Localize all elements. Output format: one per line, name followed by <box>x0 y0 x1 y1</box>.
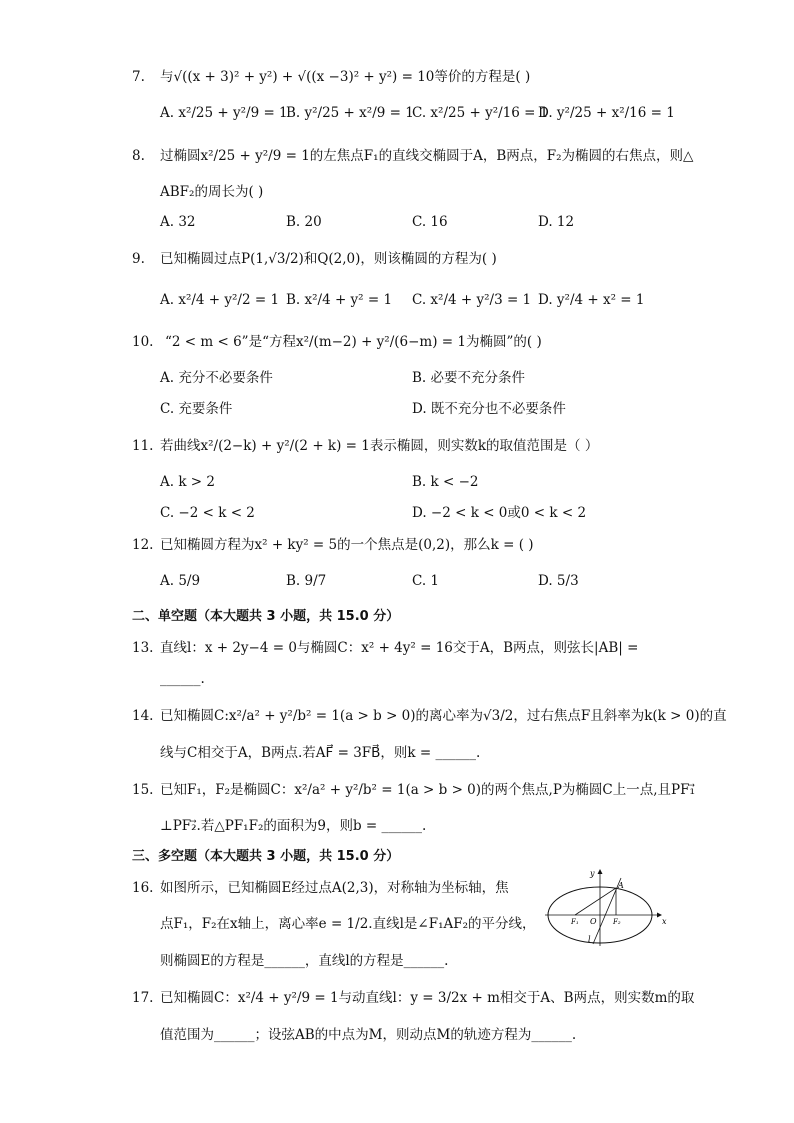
q10-number: 10. <box>132 334 154 350</box>
q14-line2: 线与C相交于A，B两点.若AF⃗ = 3FB⃗，则k = ______. <box>160 745 481 761</box>
q16-line3: 则椭圆E的方程是______，直线l的方程是______. <box>160 953 449 969</box>
q14-line1: 已知椭圆C:x²/a² + y²/b² = 1(a > b > 0)的离心率为√3/2，过右焦点F且斜率为k(k > 0)的直 <box>160 708 727 724</box>
q8-number: 8. <box>132 148 145 164</box>
q16-line2: 点F₁，F₂在x轴上，离心率e = 1/2.直线l是∠F₁AF₂的平分线， <box>160 916 536 932</box>
q15-line2: ⊥PF₂⃗.若△PF₁F₂的面积为9，则b = ______. <box>160 818 427 834</box>
q10-option-c: C. 充要条件 <box>160 401 233 417</box>
q9-option-a: A. x²/4 + y²/2 = 1 <box>160 292 280 308</box>
q9-number: 9. <box>132 251 145 267</box>
q16-number: 16. <box>132 880 154 896</box>
q8-option-a: A. 32 <box>160 214 196 230</box>
focus-f2-label: F₂ <box>613 918 621 926</box>
q7-option-c: C. x²/25 + y²/16 = 1 <box>412 105 549 121</box>
q7-option-d: D. y²/25 + x²/16 = 1 <box>538 105 675 121</box>
q10-option-d: D. 既不充分也不必要条件 <box>412 401 566 417</box>
section-3-heading: 三、多空题（本大题共 3 小题，共 15.0 分） <box>132 849 400 864</box>
q9-option-c: C. x²/4 + y²/3 = 1 <box>412 292 532 308</box>
q13-line1: 直线l：x + 2y−4 = 0与椭圆C：x² + 4y² = 16交于A，B两点，则弦长|AB| = <box>160 640 639 656</box>
line-l-label: l <box>588 935 591 944</box>
q17-line2: 值范围为______；设弦AB的中点为M，则动点M的轨迹方程为______. <box>160 1027 577 1043</box>
q12-stem: 已知椭圆方程为x² + ky² = 5的一个焦点是(0,2)，那么k = ( ) <box>160 537 534 553</box>
focus-f1-label: F₁ <box>571 918 579 926</box>
q17-line1: 已知椭圆C：x²/4 + y²/9 = 1与动直线l：y = 3/2x + m相交于A、B两点，则实数m的取 <box>160 990 695 1006</box>
q11-option-c: C. −2 < k < 2 <box>160 505 255 521</box>
q11-option-b: B. k < −2 <box>412 474 479 490</box>
q10-stem: “2 < m < 6”是“方程x²/(m−2) + y²/(6−m) = 1为椭圆”的( ) <box>165 334 542 350</box>
q13-line2: ______. <box>160 671 205 687</box>
q7-option-a: A. x²/25 + y²/9 = 1 <box>160 105 288 121</box>
q12-option-a: A. 5/9 <box>160 573 201 589</box>
q15-line1: 已知F₁，F₂是椭圆C：x²/a² + y²/b² = 1(a > b > 0)的两个焦点,P为椭圆C上一点,且PF₁⃗ <box>160 782 695 798</box>
q11-stem: 若曲线x²/(2−k) + y²/(2 + k) = 1表示椭圆，则实数k的取值范围是（ ） <box>160 438 599 454</box>
q9-stem: 已知椭圆过点P(1,√3/2)和Q(2,0)，则该椭圆的方程为( ) <box>160 251 497 267</box>
q13-number: 13. <box>132 640 154 656</box>
q16-line1: 如图所示，已知椭圆E经过点A(2,3)，对称轴为坐标轴，焦 <box>160 880 509 896</box>
q10-option-b: B. 必要不充分条件 <box>412 370 526 386</box>
segment-f1-a <box>575 888 616 915</box>
q7-option-b: B. y²/25 + x²/9 = 1 <box>286 105 414 121</box>
q12-option-b: B. 9/7 <box>286 573 327 589</box>
y-axis-label: y <box>590 869 595 878</box>
q14-number: 14. <box>132 708 154 724</box>
ellipse-figure <box>545 868 667 946</box>
q15-number: 15. <box>132 782 154 798</box>
q11-option-d: D. −2 < k < 0或0 < k < 2 <box>412 505 587 521</box>
q8-option-b: B. 20 <box>286 214 322 230</box>
origin-label: O <box>590 917 597 926</box>
x-axis-label: x <box>662 917 667 926</box>
q10-option-a: A. 充分不必要条件 <box>160 370 273 386</box>
section-2-heading: 二、单空题（本大题共 3 小题，共 15.0 分） <box>132 609 400 624</box>
q8-stem-line2: ABF₂的周长为( ) <box>160 184 264 200</box>
q17-number: 17. <box>132 990 154 1006</box>
q8-option-d: D. 12 <box>538 214 575 230</box>
q7-number: 7. <box>132 69 145 85</box>
q9-option-b: B. x²/4 + y² = 1 <box>286 292 393 308</box>
point-a-label: A <box>618 881 624 890</box>
q8-stem-line1: 过椭圆x²/25 + y²/9 = 1的左焦点F₁的直线交椭圆于A，B两点，F₂为椭圆的右焦点，则△ <box>160 148 694 164</box>
q8-option-c: C. 16 <box>412 214 448 230</box>
y-axis-arrow <box>598 869 603 874</box>
q12-number: 12. <box>132 537 154 553</box>
q11-option-a: A. k > 2 <box>160 474 215 490</box>
q11-number: 11. <box>132 438 154 454</box>
q12-option-d: D. 5/3 <box>538 573 579 589</box>
bisector-line-l <box>593 878 621 944</box>
q9-option-d: D. y²/4 + x² = 1 <box>538 292 645 308</box>
q7-stem: 与√((x + 3)² + y²) + √((x −3)² + y²) = 10等价的方程是( ) <box>160 69 531 85</box>
q12-option-c: C. 1 <box>412 573 440 589</box>
